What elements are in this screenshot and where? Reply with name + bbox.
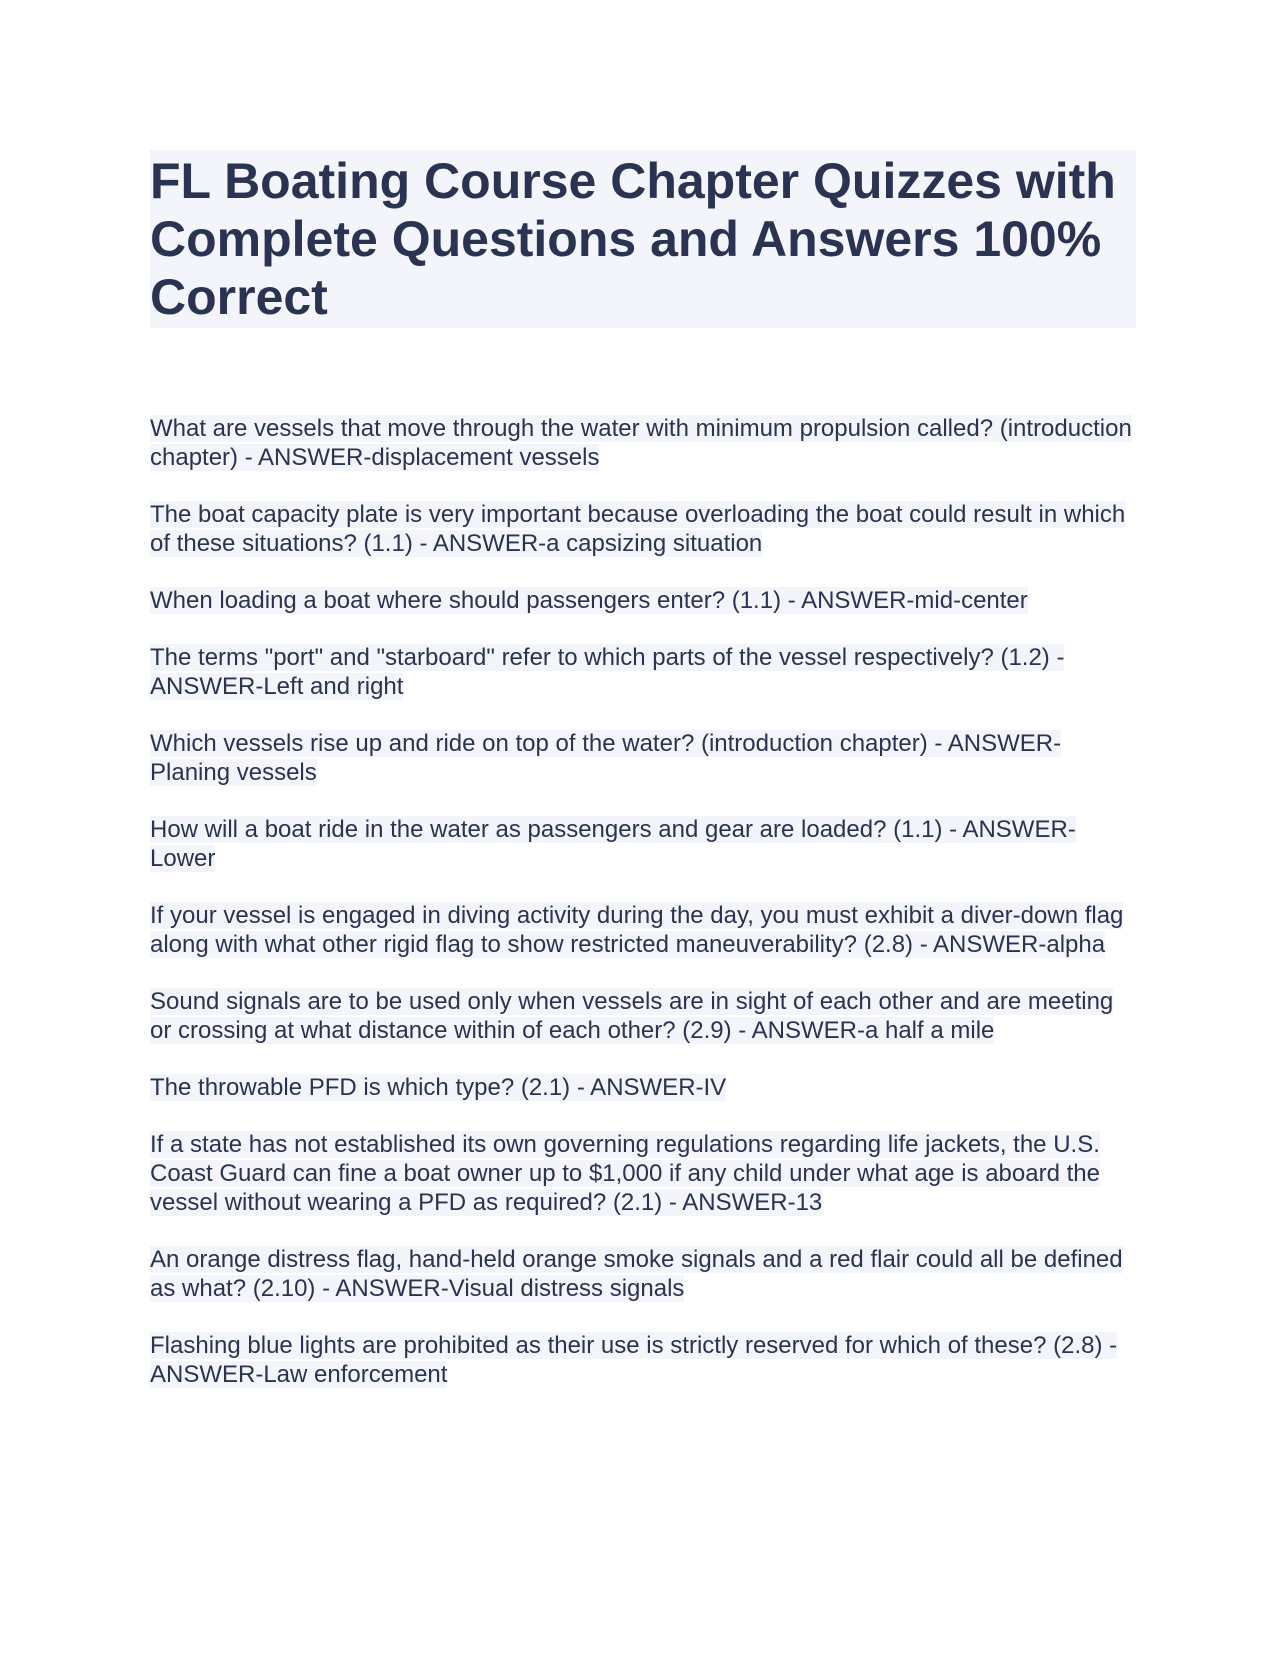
qa-item: [150, 1245, 1136, 1303]
qa-item: [150, 643, 1136, 701]
qa-text: Which vessels rise up and ride on top of the water? (introduction chapter) - ANSWER-Planing vessels: [150, 730, 1062, 786]
page-title: FL Boating Course Chapter Quizzes with Complete Questions and Answers 100% Correct: [150, 150, 1136, 328]
qa-text: When loading a boat where should passengers enter? (1.1) - ANSWER-mid-center: [150, 587, 1028, 614]
qa-text: The boat capacity plate is very important because overloading the boat could result in which of these situations? (1.1) - ANSWER-a capsizing situation: [150, 501, 1126, 557]
qa-item: [150, 1331, 1136, 1389]
qa-text: How will a boat ride in the water as passengers and gear are loaded? (1.1) - ANSWER-Lower: [150, 816, 1076, 872]
qa-item: [150, 1073, 1136, 1102]
qa-text: Sound signals are to be used only when vessels are in sight of each other and are meeting or crossing at what distance within of each other? (2.9) - ANSWER-a half a mile: [150, 988, 1114, 1044]
qa-item: [150, 414, 1136, 472]
qa-text: What are vessels that move through the water with minimum propulsion called? (introduction chapter) - ANSWER-displacement vessels: [150, 415, 1132, 471]
qa-item: [150, 729, 1136, 787]
qa-text: The terms "port" and "starboard" refer to which parts of the vessel respectively? (1.2) - ANSWER-Left and right: [150, 644, 1065, 700]
document-page: [150, 150, 1136, 1417]
qa-item: [150, 901, 1136, 959]
qa-text: The throwable PFD is which type? (2.1) - ANSWER-IV: [150, 1074, 727, 1101]
qa-item: [150, 500, 1136, 558]
qa-text: If your vessel is engaged in diving activity during the day, you must exhibit a diver-down flag along with what other rigid flag to show restricted maneuverability? (2.8) - ANSWER-alpha: [150, 902, 1124, 958]
qa-item: [150, 586, 1136, 615]
qa-item: [150, 987, 1136, 1045]
qa-list: [150, 414, 1136, 1389]
qa-text: Flashing blue lights are prohibited as their use is strictly reserved for which of these? (2.8) - ANSWER-Law enforcement: [150, 1332, 1118, 1388]
qa-text: If a state has not established its own governing regulations regarding life jackets, the U.S. Coast Guard can fine a boat owner up to $1,000 if any child under what age is aboard the vessel without wearing a PFD as required? (2.1) - ANSWER-13: [150, 1131, 1100, 1216]
qa-item: [150, 1130, 1136, 1217]
qa-text: An orange distress flag, hand-held orange smoke signals and a red flair could all be defined as what? (2.10) - ANSWER-Visual distress signals: [150, 1246, 1123, 1302]
qa-item: [150, 815, 1136, 873]
